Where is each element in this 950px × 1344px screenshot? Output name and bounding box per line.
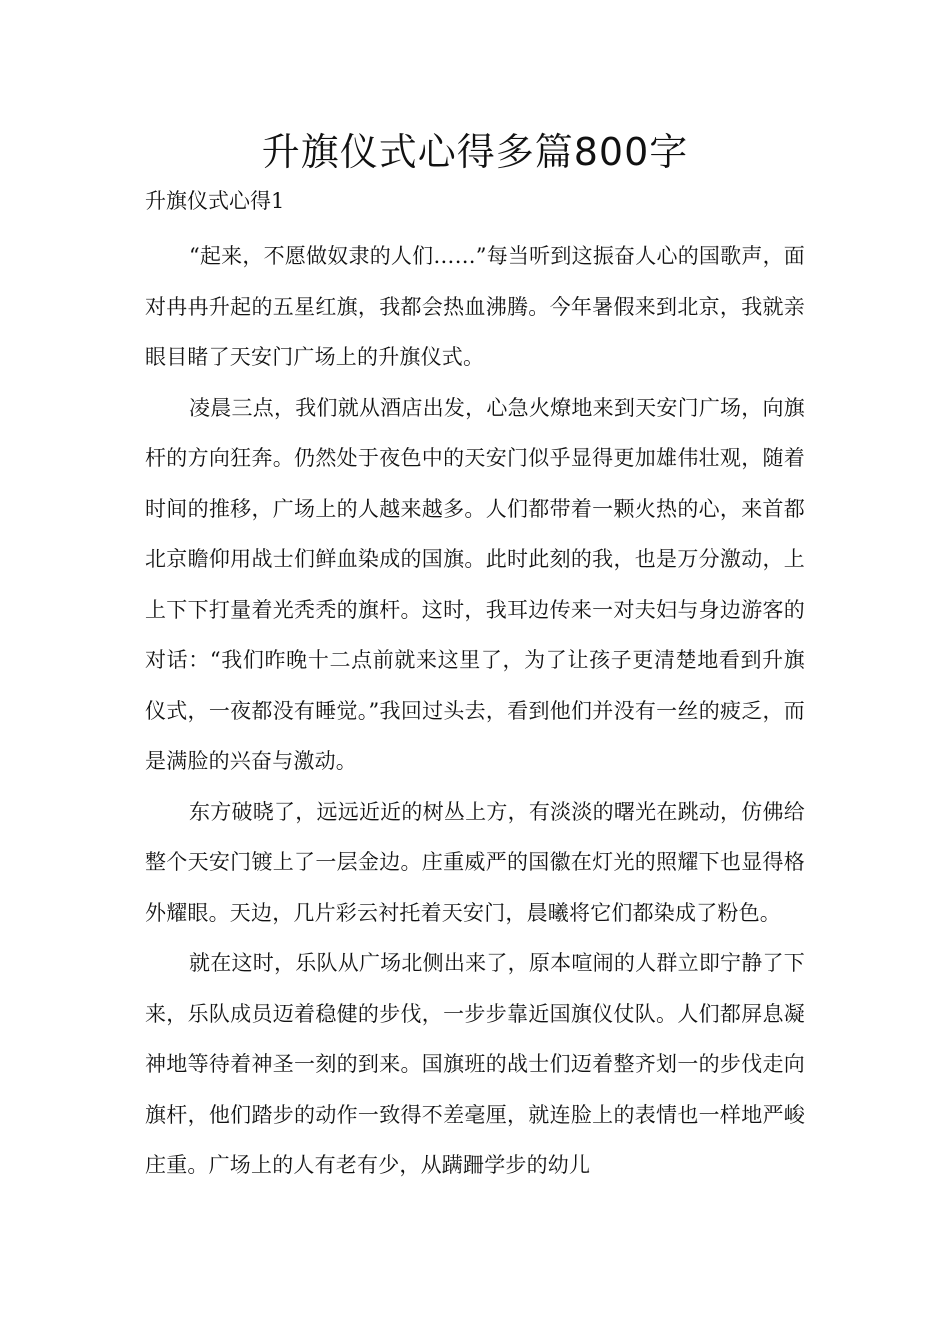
document-title: 升旗仪式心得多篇800字 <box>261 130 689 174</box>
paragraph: 东方破晓了，远远近近的树丛上方，有淡淡的曙光在跳动，仿佛给整个天安门镀上了一层金边。庄重威严的国徽在灯光的照耀下也显得格外耀眼。天边，几片彩云衬托着天安门，晨曦将它们都染成了粉色。 <box>145 799 805 925</box>
paragraph: 凌晨三点，我们就从酒店出发，心急火燎地来到天安门广场，向旗杆的方向狂奔。仍然处于夜色中的天安门似乎显得更加雄伟壮观，随着时间的推移，广场上的人越来越多。人们都带着一颗火热的心，来首都北京瞻仰用战士们鲜血染成的国旗。此时此刻的我，也是万分激动，上上下下打量着光秃秃的旗杆。这时，我耳边传来一对夫妇与身边游客的对话：“我们昨晚十二点前就来这里了，为了让孩子更清楚地看到升旗仪式，一夜都没有睡觉。”我回过头去，看到他们并没有一丝的疲乏，而是满脸的兴奋与激动。 <box>145 395 805 773</box>
section-heading: 升旗仪式心得1 <box>145 189 285 213</box>
document-body <box>145 231 805 1191</box>
paragraph: “起来，不愿做奴隶的人们……”每当听到这振奋人心的国歌声，面对冉冉升起的五星红旗，我都会热血沸腾。今年暑假来到北京，我就亲眼目睹了天安门广场上的升旗仪式。 <box>145 244 805 369</box>
paragraph: 就在这时，乐队从广场北侧出来了，原本喧闹的人群立即宁静了下来，乐队成员迈着稳健的步伐，一步步靠近国旗仪仗队。人们都屏息凝神地等待着神圣一刻的到来。国旗班的战士们迈着整齐划一的步伐走向旗杆，他们踏步的动作一致得不差毫厘，就连脸上的表情也一样地严峻庄重。广场上的人有老有少，从蹒跚学步的幼儿 <box>145 951 805 1177</box>
